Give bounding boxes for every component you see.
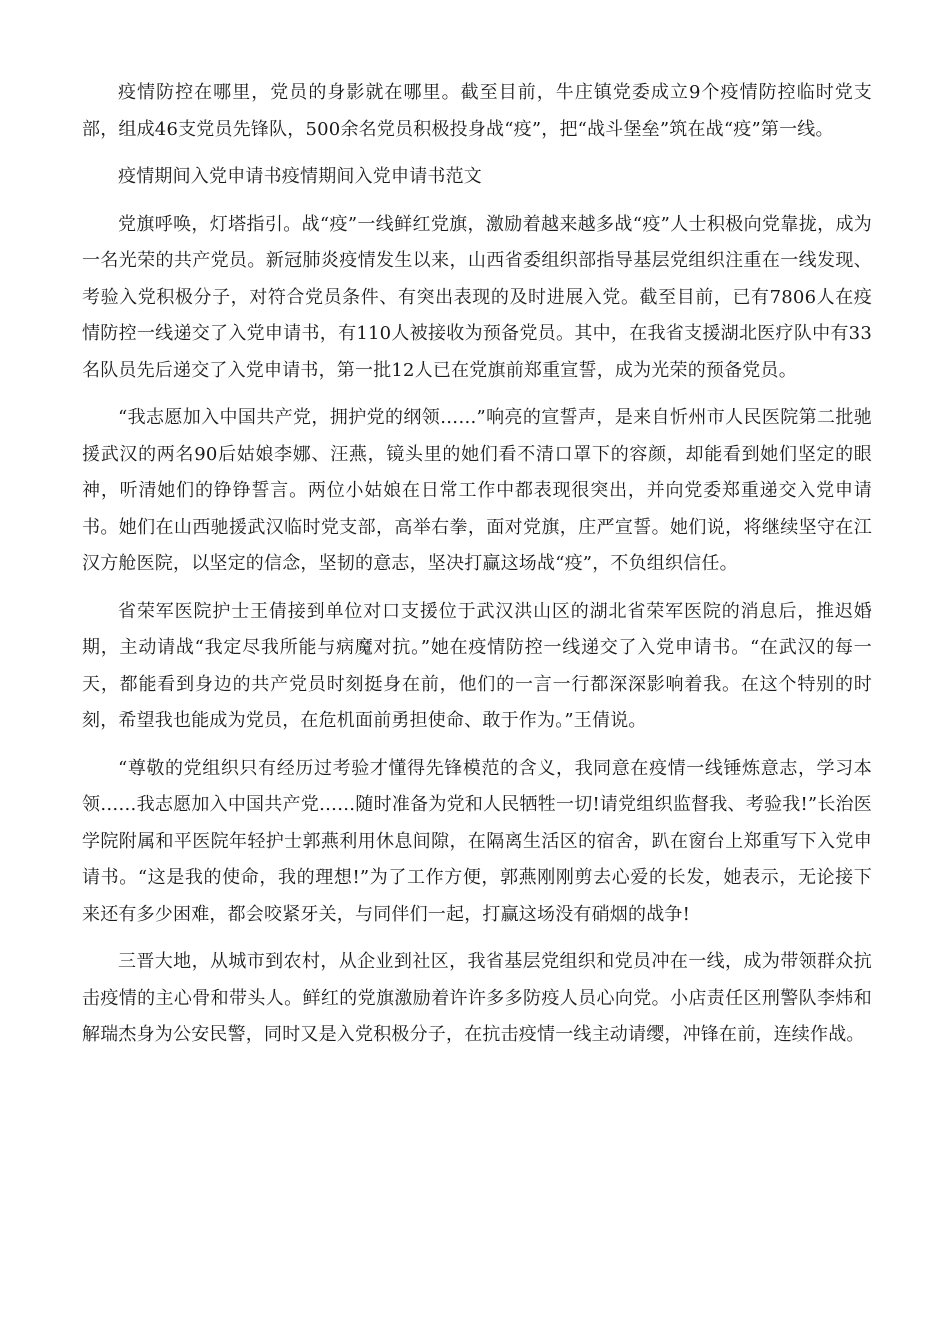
paragraph: “尊敬的党组织只有经历过考验才懂得先锋模范的含义，我同意在疫情一线锤炼意志，学习本领……我志愿加入中国共产党……随时准备为党和人民牺牲一切!请党组织监督我、考验我!”长治医学院附属和平医院年轻护士郭燕利用休息间隙，在隔离生活区的宿舍，趴在窗台上郑重写下入党申请书。“这是我的使命，我的理想!”为了工作方便，郭燕刚刚剪去心爱的长发，她表示，无论接下来还有多少困难，都会咬紧牙关，与同伴们一起，打赢这场没有硝烟的战争!: [82, 757, 872, 925]
paragraph: “我志愿加入中国共产党，拥护党的纲领……”响亮的宣誓声，是来自忻州市人民医院第二批驰援武汉的两名90后姑娘李娜、汪燕，镜头里的她们看不清口罩下的容颜，却能看到她们坚定的眼神，听清她们的铮铮誓言。两位小姑娘在日常工作中都表现很突出，并向党委郑重递交入党申请书。她们在山西驰援武汉临时党支部，高举右拳，面对党旗，庄严宣誓。她们说，将继续坚守在江汉方舱医院，以坚定的信念，坚韧的意志，坚决打赢这场战“疫”，不负组织信任。: [82, 407, 872, 574]
paragraph: 疫情期间入党申请书疫情期间入党申请书范文: [118, 166, 482, 187]
document-body: [82, 75, 872, 1054]
paragraph: 省荣军医院护士王倩接到单位对口支援位于武汉洪山区的湖北省荣军医院的消息后，推迟婚期，主动请战“我定尽我所能与病魔对抗。”她在疫情防控一线递交了入党申请书。“在武汉的每一天，都能看到身边的共产党员时刻挺身在前，他们的一言一行都深深影响着我。在这个特别的时刻，希望我也能成为党员，在危机面前勇担使命、敢于作为。”王倩说。: [82, 600, 872, 731]
paragraph: 党旗呼唤，灯塔指引。战“疫”一线鲜红党旗，激励着越来越多战“疫”人士积极向党靠拢，成为一名光荣的共产党员。新冠肺炎疫情发生以来，山西省委组织部指导基层党组织注重在一线发现、考验入党积极分子，对符合党员条件、有突出表现的及时进展入党。截至目前，已有7806人在疫情防控一线递交了入党申请书，有110人被接收为预备党员。其中，在我省支援湖北医疗队中有33名队员先后递交了入党申请书，第一批12人已在党旗前郑重宣誓，成为光荣的预备党员。: [82, 213, 872, 381]
paragraph: 疫情防控在哪里，党员的身影就在哪里。截至目前，牛庄镇党委成立9个疫情防控临时党支部，组成46支党员先锋队，500余名党员积极投身战“疫”，把“战斗堡垒”筑在战“疫”第一线。: [82, 82, 872, 140]
paragraph: 三晋大地，从城市到农村，从企业到社区，我省基层党组织和党员冲在一线，成为带领群众抗击疫情的主心骨和带头人。鲜红的党旗激励着许许多多防疫人员心向党。小店责任区刑警队李炜和解瑞杰身为公安民警，同时又是入党积极分子，在抗击疫情一线主动请缨，冲锋在前，连续作战。: [82, 951, 872, 1045]
